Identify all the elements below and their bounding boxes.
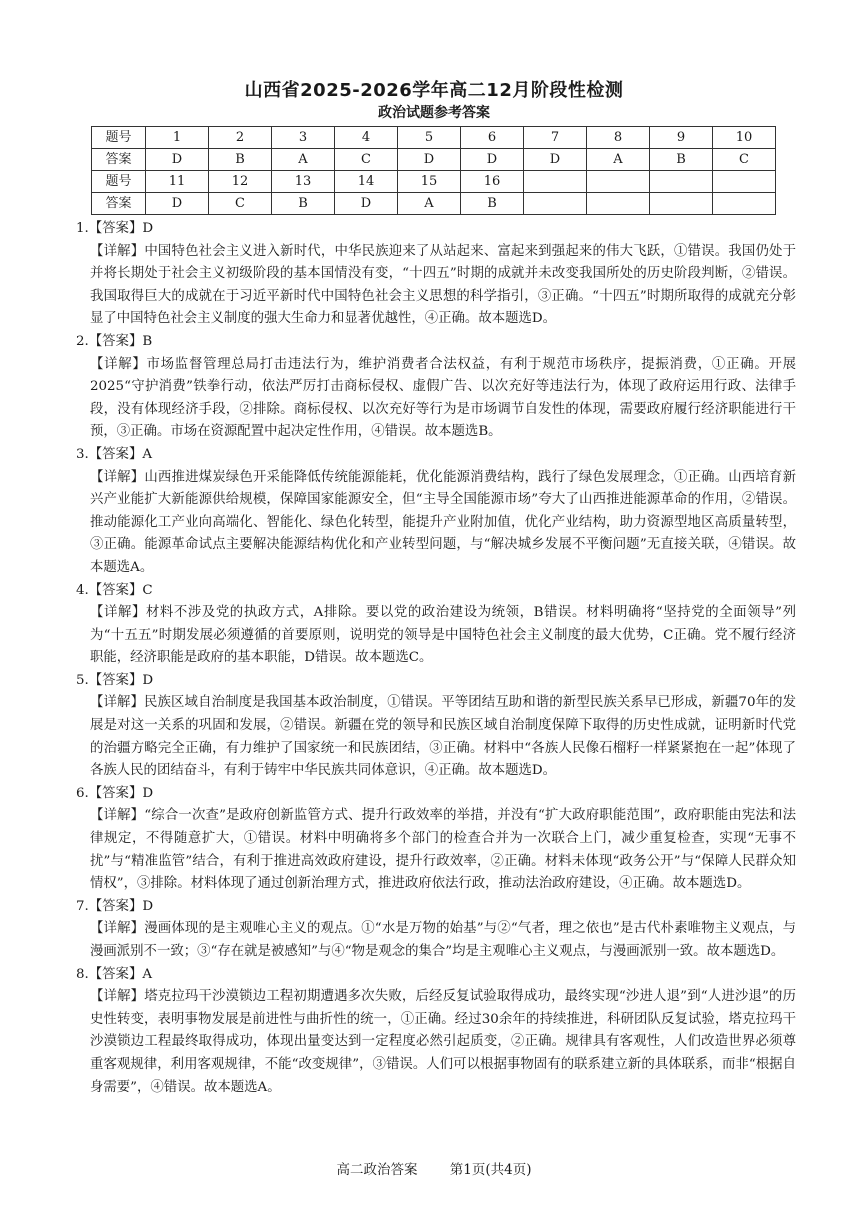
answer-table-cell: A: [272, 149, 335, 171]
document-subtitle: 政治试题参考答案: [378, 105, 490, 121]
question-explanation: [76, 218, 796, 331]
answer-table-cell: 9: [650, 127, 713, 149]
answer-line: 2.【答案】B: [76, 333, 153, 349]
answer-line: 6.【答案】D: [76, 785, 154, 801]
answer-table-cell: D: [146, 193, 209, 215]
answer-table-cell: [587, 171, 650, 193]
answer-table-cell: [650, 171, 713, 193]
answer-table-cell: B: [272, 193, 335, 215]
answer-table-row-header: 题号: [92, 171, 146, 193]
question-explanation: [76, 896, 796, 964]
answer-table-row: [92, 171, 776, 193]
answer-table-cell: 2: [209, 127, 272, 149]
answer-table-row-header: 题号: [92, 127, 146, 149]
detail-paragraph: 【详解】“综合一次查”是政府创新监管方式、提升行政效率的举措，并没有“扩大政府职能范围”，政府职能由宪法和法律规定，不得随意扩大，①错误。材料中明确将多个部门的检查合并为一次联合上门，减少重复检查，实现“无事不扰”与“精准监管”结合，有利于推进高效政府建设，提升行政效率，②正确。材料未体现“政务公开”与“保障人民群众知情权”，③排除。材料体现了通过创新治理方式，推进政府依法行政，推动法治政府建设，④正确。故本题选D。: [90, 808, 796, 892]
answer-table-cell: 8: [587, 127, 650, 149]
answer-table-cell: D: [146, 149, 209, 171]
answer-table-cell: [713, 193, 776, 215]
answer-line: 4.【答案】C: [76, 582, 153, 598]
answer-table-cell: D: [461, 149, 524, 171]
footer-page-number: 第1页(共4页): [449, 1162, 532, 1178]
answer-table-cell: B: [461, 193, 524, 215]
page-footer: [0, 1158, 868, 1178]
document-title: 山西省2025-2026学年高二12月阶段性检测: [244, 80, 624, 101]
answer-table-row-header: 答案: [92, 149, 146, 171]
answer-table-cell: C: [335, 149, 398, 171]
answer-table-cell: 7: [524, 127, 587, 149]
answer-table-cell: [713, 171, 776, 193]
answer-table-cell: [524, 193, 587, 215]
detail-paragraph: 【详解】民族区域自治制度是我国基本政治制度，①错误。平等团结互助和谐的新型民族关系早已形成，新疆70年的发展是对这一关系的巩固和发展，②错误。新疆在党的领导和民族区域自治制度保障下取得的历史性成就，证明新时代党的治疆方略完全正确，有力维护了国家统一和民族团结，③正确。材料中“各族人民像石榴籽一样紧紧抱在一起”体现了各族人民的团结奋斗，有利于铸牢中华民族共同体意识，④正确。故本题选D。: [90, 695, 796, 779]
answer-table: [91, 126, 776, 215]
answer-table-cell: 11: [146, 171, 209, 193]
answer-table-row: [92, 193, 776, 215]
answer-line: 1.【答案】D: [76, 221, 154, 236]
answer-table-cell: B: [650, 149, 713, 171]
answer-table-cell: 3: [272, 127, 335, 149]
footer-subject: 高二政治答案: [336, 1162, 418, 1178]
answer-line: 7.【答案】D: [76, 898, 154, 914]
answer-table-cell: C: [713, 149, 776, 171]
answer-table-cell: B: [209, 149, 272, 171]
detail-paragraph: 【详解】山西推进煤炭绿色开采能降低传统能源能耗，优化能源消费结构，践行了绿色发展理念，①正确。山西培育新兴产业能扩大新能源供给规模，保障国家能源安全，但“主导全国能源市场”夸大了山西推进能源革命的作用，②错误。推动能源化工产业向高端化、智能化、绿色化转型，能提升产业附加值，优化产业结构，助力资源型地区高质量转型，③正确。能源革命试点主要解决能源结构优化和产业转型问题，与“解决城乡发展不平衡问题”无直接关联，④错误。故本题选A。: [90, 469, 796, 575]
question-explanation: [76, 670, 796, 783]
answer-table-cell: [650, 193, 713, 215]
answer-table-cell: C: [209, 193, 272, 215]
answer-table-row: [92, 149, 776, 171]
answer-line: 3.【答案】A: [76, 446, 153, 462]
question-explanation: [76, 580, 796, 670]
answer-line: 8.【答案】A: [76, 966, 153, 982]
answer-table-cell: A: [587, 149, 650, 171]
answer-table-cell: [587, 193, 650, 215]
detail-paragraph: 【详解】材料不涉及党的执政方式，A排除。要以党的政治建设为统领，B错误。材料明确将“坚持党的全面领导”列为“十五五”时期发展必须遵循的首要原则，说明党的领导是中国特色社会主义制度的最大优势，C正确。党不履行经济职能，经济职能是政府的基本职能，D错误。故本题选C。: [90, 605, 796, 666]
answer-table-cell: 14: [335, 171, 398, 193]
answer-table-row: [92, 127, 776, 149]
answer-table-cell: 12: [209, 171, 272, 193]
answer-table-cell: 16: [461, 171, 524, 193]
question-explanation: [76, 783, 796, 896]
answer-table-cell: A: [398, 193, 461, 215]
answer-table-cell: 13: [272, 171, 335, 193]
answer-table-cell: D: [335, 193, 398, 215]
answer-table-cell: 6: [461, 127, 524, 149]
detail-paragraph: 【详解】中国特色社会主义进入新时代，中华民族迎来了从站起来、富起来到强起来的伟大飞跃，①错误。我国仍处于并将长期处于社会主义初级阶段的基本国情没有变，“十四五”时期的成就并未改变我国所处的历史阶段判断，②错误。我国取得巨大的成就在于习近平新时代中国特色社会主义思想的科学指引，③正确。“十四五”时期所取得的成就充分彰显了中国特色社会主义制度的强大生命力和显著优越性，④正确。故本题选D。: [90, 243, 796, 327]
detail-paragraph: 【详解】市场监督管理总局打击违法行为，维护消费者合法权益，有利于规范市场秩序，提振消费，①正确。开展2025“守护消费”铁拳行动，依法严厉打击商标侵权、虚假广告、以次充好等违法行为，体现了政府运用行政、法律手段，没有体现经济手段，②排除。商标侵权、以次充好等行为是市场调节自发性的体现，需要政府履行经济职能进行干预，③正确。市场在资源配置中起决定性作用，④错误。故本题选B。: [90, 356, 796, 440]
answer-table-cell: D: [398, 149, 461, 171]
question-explanation: [76, 331, 796, 444]
answer-table-cell: 1: [146, 127, 209, 149]
answer-table-cell: D: [524, 149, 587, 171]
answer-table-cell: 10: [713, 127, 776, 149]
answer-table-cell: 4: [335, 127, 398, 149]
detail-paragraph: 【详解】塔克拉玛干沙漠锁边工程初期遭遇多次失败，后经反复试验取得成功，最终实现“沙进人退”到“人进沙退”的历史性转变，表明事物发展是前进性与曲折性的统一，①正确。经过30余年的持续推进，科研团队反复试验，塔克拉玛干沙漠锁边工程最终取得成功，体现出量变达到一定程度必然引起质变，②正确。规律具有客观性，人们改造世界必须尊重客观规律，利用客观规律，不能“改变规律”，③错误。人们可以根据事物固有的联系建立新的具体联系，而非“根据自身需要”，④错误。故本题选A。: [90, 989, 796, 1095]
question-explanation: [76, 444, 796, 580]
answer-table-cell: [524, 171, 587, 193]
answer-table-cell: 5: [398, 127, 461, 149]
detail-paragraph: 【详解】漫画体现的是主观唯心主义的观点。①“水是万物的始基”与②“气者，理之依也”是古代朴素唯物主义观点，与漫画派别不一致；③“存在就是被感知”与④“物是观念的集合”均是主观唯心主义观点，与漫画派别一致。故本题选D。: [90, 921, 796, 959]
question-explanation: [76, 964, 796, 1100]
answer-explanations: [76, 218, 796, 1099]
answer-table-cell: 15: [398, 171, 461, 193]
answer-table-row-header: 答案: [92, 193, 146, 215]
answer-line: 5.【答案】D: [76, 672, 154, 688]
